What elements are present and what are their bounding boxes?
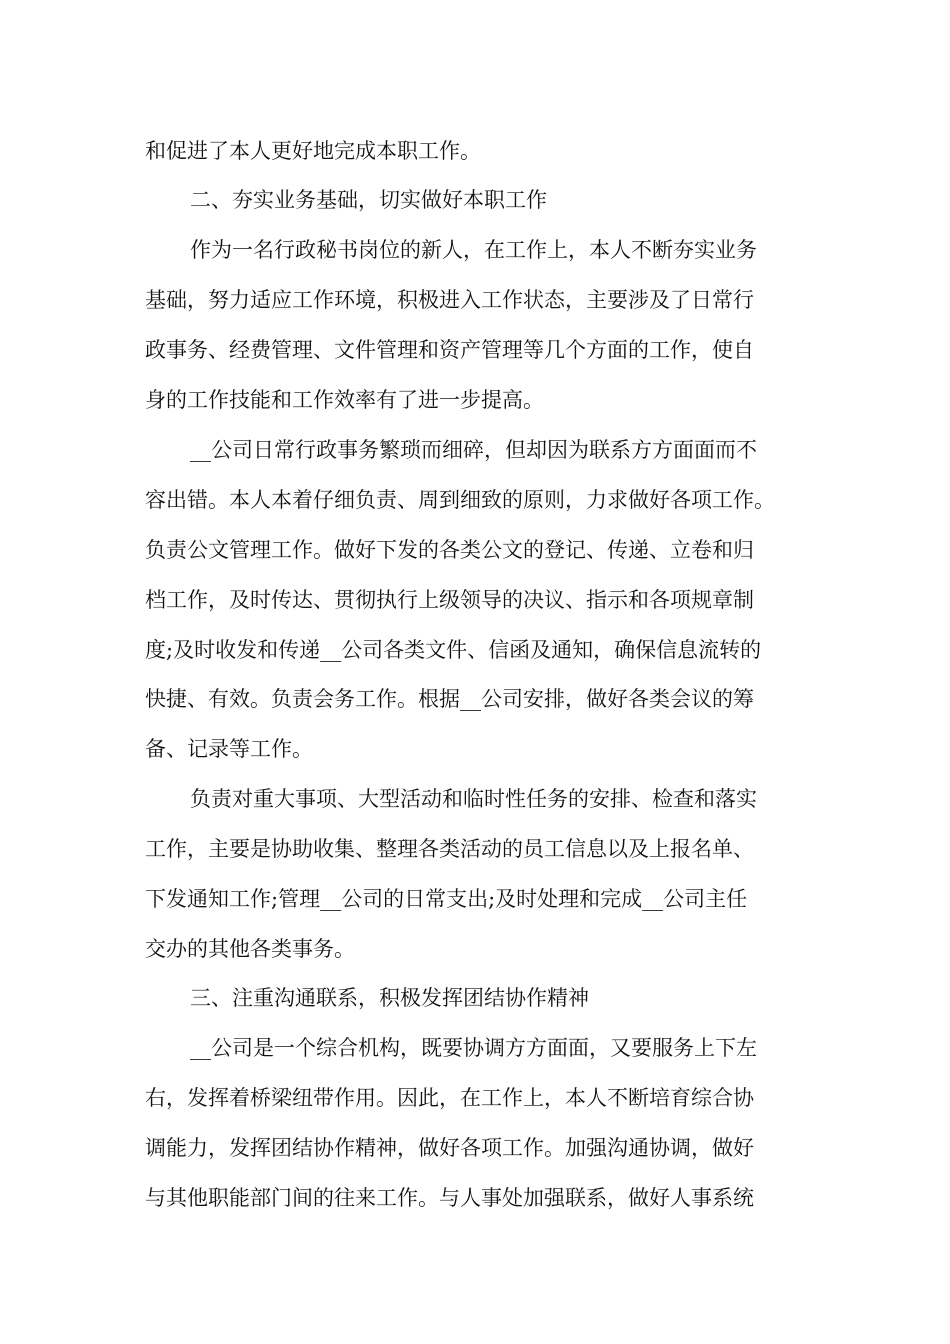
text-line: 负责对重大事项、大型活动和临时性任务的安排、检查和落实 <box>190 787 757 811</box>
text-line: __公司日常行政事务繁琐而细碎，但却因为联系方方面面而不 <box>190 438 757 462</box>
text-line: 调能力，发挥团结协作精神，做好各项工作。加强沟通协调，做好 <box>145 1136 754 1160</box>
text-line: 作为一名行政秘书岗位的新人，在工作上，本人不断夯实业务 <box>190 238 757 262</box>
section-heading: 三、注重沟通联系，积极发挥团结协作精神 <box>190 986 589 1010</box>
text-line: 政事务、经费管理、文件管理和资产管理等几个方面的工作，使自 <box>145 338 754 362</box>
section-heading: 二、夯实业务基础，切实做好本职工作 <box>190 188 547 212</box>
text-line: 度;及时收发和传递__公司各类文件、信函及通知，确保信息流转的 <box>145 638 762 662</box>
text-line: 备、记录等工作。 <box>145 737 313 761</box>
text-line: 快捷、有效。负责会务工作。根据__公司安排，做好各类会议的筹 <box>145 687 754 711</box>
text-line: __公司是一个综合机构，既要协调方方面面，又要服务上下左 <box>190 1036 757 1060</box>
text-line: 工作，主要是协助收集、整理各类活动的员工信息以及上报名单、 <box>145 837 754 861</box>
text-line: 交办的其他各类事务。 <box>145 937 355 961</box>
text-line: 基础，努力适应工作环境，积极进入工作状态，主要涉及了日常行 <box>145 288 754 312</box>
text-line: 身的工作技能和工作效率有了进一步提高。 <box>145 388 544 412</box>
text-line: 右，发挥着桥梁纽带作用。因此，在工作上，本人不断培育综合协 <box>145 1086 754 1110</box>
text-line: 和促进了本人更好地完成本职工作。 <box>145 139 481 163</box>
text-line: 负责公文管理工作。做好下发的各类公文的登记、传递、立卷和归 <box>145 538 754 562</box>
text-line: 档工作，及时传达、贯彻执行上级领导的决议、指示和各项规章制 <box>145 588 754 612</box>
text-line: 下发通知工作;管理__公司的日常支出;及时处理和完成__公司主任 <box>145 887 748 911</box>
text-line: 与其他职能部门间的往来工作。与人事处加强联系，做好人事系统 <box>145 1186 754 1210</box>
text-line: 容出错。本人本着仔细负责、周到细致的原则，力求做好各项工作。 <box>145 488 775 512</box>
